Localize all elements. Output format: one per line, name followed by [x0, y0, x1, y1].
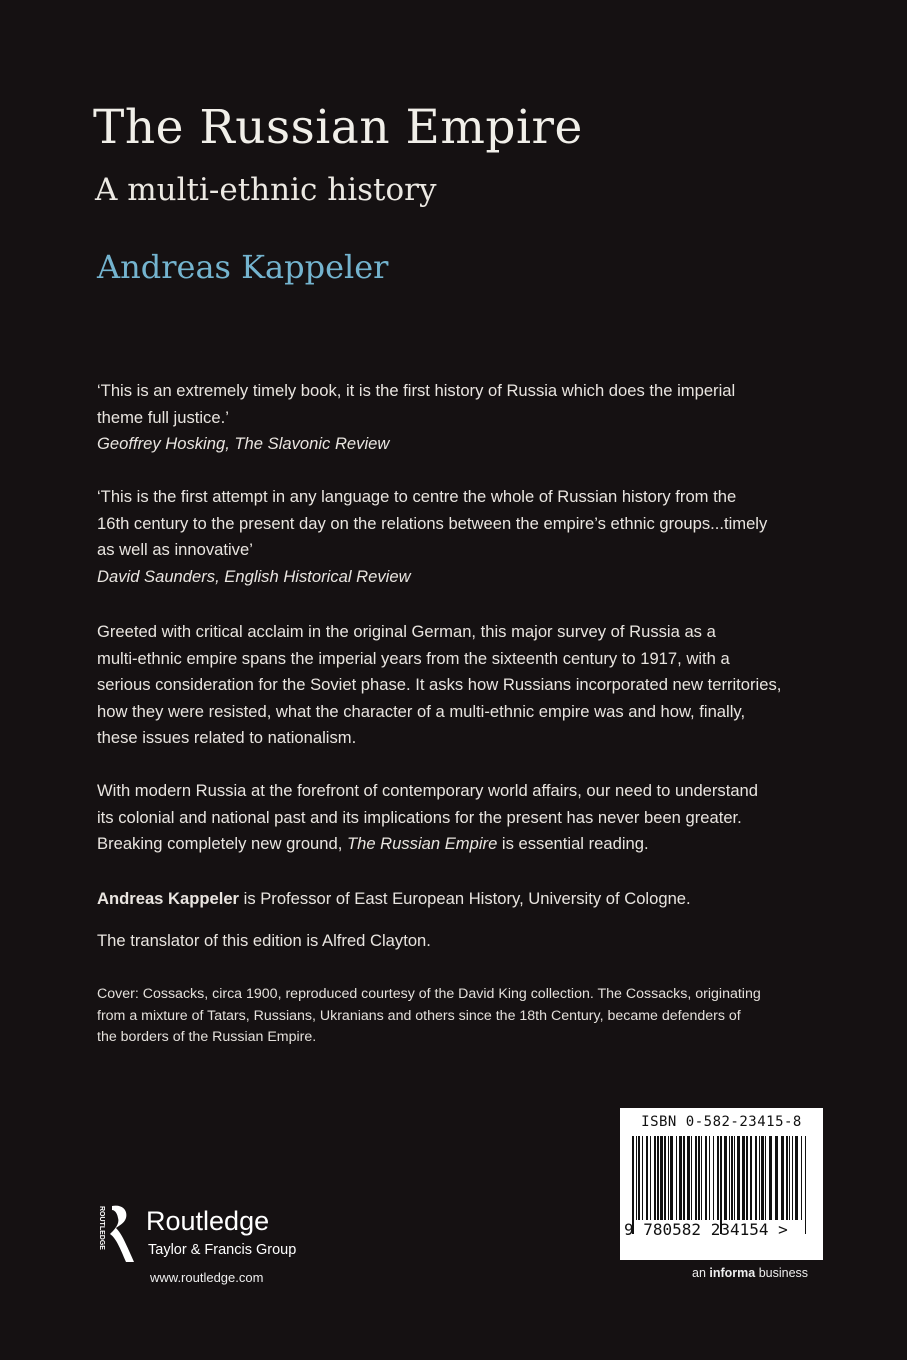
credit-line: the borders of the Russian Empire.	[97, 1029, 317, 1045]
isbn-13: 9 780582 234154 >	[624, 1220, 788, 1239]
review-1	[97, 378, 735, 458]
barcode-bar	[781, 1136, 784, 1220]
informa-tagline	[692, 1266, 808, 1280]
barcode-bar	[668, 1136, 669, 1220]
book-author: Andreas Kappeler	[97, 248, 389, 286]
barcode-bar	[775, 1136, 778, 1220]
review-quote-line: ‘This is an extremely timely book, it is the first history of Russia which does the imperial	[97, 381, 736, 400]
review-source: Geoffrey Hosking, The Slavonic Review	[97, 434, 390, 453]
barcode-bar	[698, 1136, 700, 1220]
description-line: these issues related to nationalism.	[97, 728, 357, 747]
book-subtitle: A multi-ethnic history	[95, 172, 437, 208]
barcode-bar	[638, 1136, 640, 1220]
closing-line	[97, 831, 758, 858]
credit-line: from a mixture of Tatars, Russians, Ukranians and others since the 18th Century, became defenders of	[97, 1007, 741, 1024]
barcode-bar	[660, 1136, 663, 1220]
barcode-bar	[676, 1136, 677, 1220]
barcode-bar	[729, 1136, 730, 1220]
barcode-bar	[670, 1136, 673, 1220]
barcode-bar	[789, 1136, 790, 1220]
barcode-bar	[642, 1136, 643, 1220]
barcode-bar	[713, 1136, 714, 1220]
closing-suffix: is essential reading.	[497, 834, 649, 853]
barcode-bar	[737, 1136, 740, 1220]
barcode-bar	[750, 1136, 752, 1220]
barcode-bar	[755, 1136, 757, 1220]
closing-prefix: Breaking completely new ground,	[97, 834, 347, 853]
barcode-bar	[657, 1136, 659, 1220]
publisher-name: Routledge	[146, 1206, 270, 1236]
book-title: The Russian Empire	[93, 100, 583, 155]
author-bio-name: Andreas Kappeler	[97, 889, 240, 908]
isbn-10: ISBN 0-582-23415-8	[641, 1114, 802, 1130]
barcode-bar	[654, 1136, 656, 1220]
closing-paragraph	[97, 778, 758, 858]
publisher-group: Taylor & Francis Group	[148, 1242, 297, 1258]
barcode-bar	[701, 1136, 702, 1220]
credit-line: Cover: Cossacks, circa 1900, reproduced courtesy of the David King collection. The Cossacks, originating	[97, 986, 761, 1002]
informa-prefix: an	[692, 1266, 710, 1280]
publisher-url[interactable]: www.routledge.com	[150, 1270, 264, 1285]
description-line: Greeted with critical acclaim in the original German, this major survey of Russia as a	[97, 622, 716, 641]
informa-suffix: business	[755, 1266, 809, 1280]
review-source: David Saunders, English Historical Review	[97, 566, 411, 586]
barcode-bar	[761, 1136, 764, 1220]
barcode-bar	[731, 1136, 733, 1220]
author-bio	[97, 886, 691, 913]
barcode-bar	[679, 1136, 682, 1220]
description-line: serious consideration for the Soviet phase. It asks how Russians incorporated new territories,	[97, 675, 782, 694]
review-quote-line: 16th century to the present day on the relations between the empire’s ethnic groups...timely	[97, 513, 768, 533]
barcode-bar	[683, 1136, 685, 1220]
closing-line: With modern Russia at the forefront of contemporary world affairs, our need to understand	[97, 781, 759, 800]
barcode-bar	[795, 1136, 798, 1220]
barcode-bar	[705, 1136, 707, 1220]
review-quote-line: as well as innovative’	[97, 540, 253, 559]
closing-line: its colonial and national past and its implications for the present has never been greater.	[97, 807, 742, 827]
barcode-bar	[709, 1136, 710, 1220]
description	[97, 619, 781, 752]
barcode-bar	[769, 1136, 772, 1220]
routledge-logo-icon	[96, 1204, 136, 1264]
barcode-bar	[650, 1136, 651, 1220]
description-line: multi-ethnic empire spans the imperial years from the sixteenth century to 1917, with a	[97, 648, 730, 668]
translator-note	[97, 928, 431, 955]
barcode-bar	[664, 1136, 666, 1220]
isbn-barcode	[620, 1108, 823, 1260]
barcode-bar	[724, 1136, 727, 1220]
review-quote-line: ‘This is the first attempt in any language to centre the whole of Russian history from the	[97, 487, 737, 506]
barcode-bar	[687, 1136, 690, 1220]
barcode-bar	[691, 1136, 692, 1220]
barcode-bar	[792, 1136, 793, 1220]
cover-credit	[97, 984, 761, 1049]
barcode-bar	[742, 1136, 745, 1220]
barcode-bar	[636, 1136, 637, 1220]
barcode-bar	[801, 1136, 802, 1220]
author-bio-text: is Professor of East European History, University of Cologne.	[239, 889, 691, 908]
svg-text:ROUTLEDGE: ROUTLEDGE	[98, 1206, 105, 1250]
barcode-bar	[734, 1136, 735, 1220]
barcode-bar	[765, 1136, 766, 1220]
barcode-bar	[646, 1136, 648, 1220]
description-line: how they were resisted, what the character of a multi-ethnic empire was and how, finally,	[97, 701, 746, 721]
review-2	[97, 484, 767, 590]
barcode-bar	[717, 1136, 719, 1220]
informa-brand: informa	[709, 1266, 756, 1280]
closing-italic-title: The Russian Empire	[346, 834, 498, 853]
barcode-bar	[695, 1136, 697, 1220]
translator-text: The translator of this edition is Alfred Clayton.	[97, 931, 431, 950]
review-quote-line: theme full justice.’	[97, 407, 229, 427]
barcode-bar	[786, 1136, 788, 1220]
barcode-bar	[759, 1136, 760, 1220]
barcode-bar	[746, 1136, 748, 1220]
